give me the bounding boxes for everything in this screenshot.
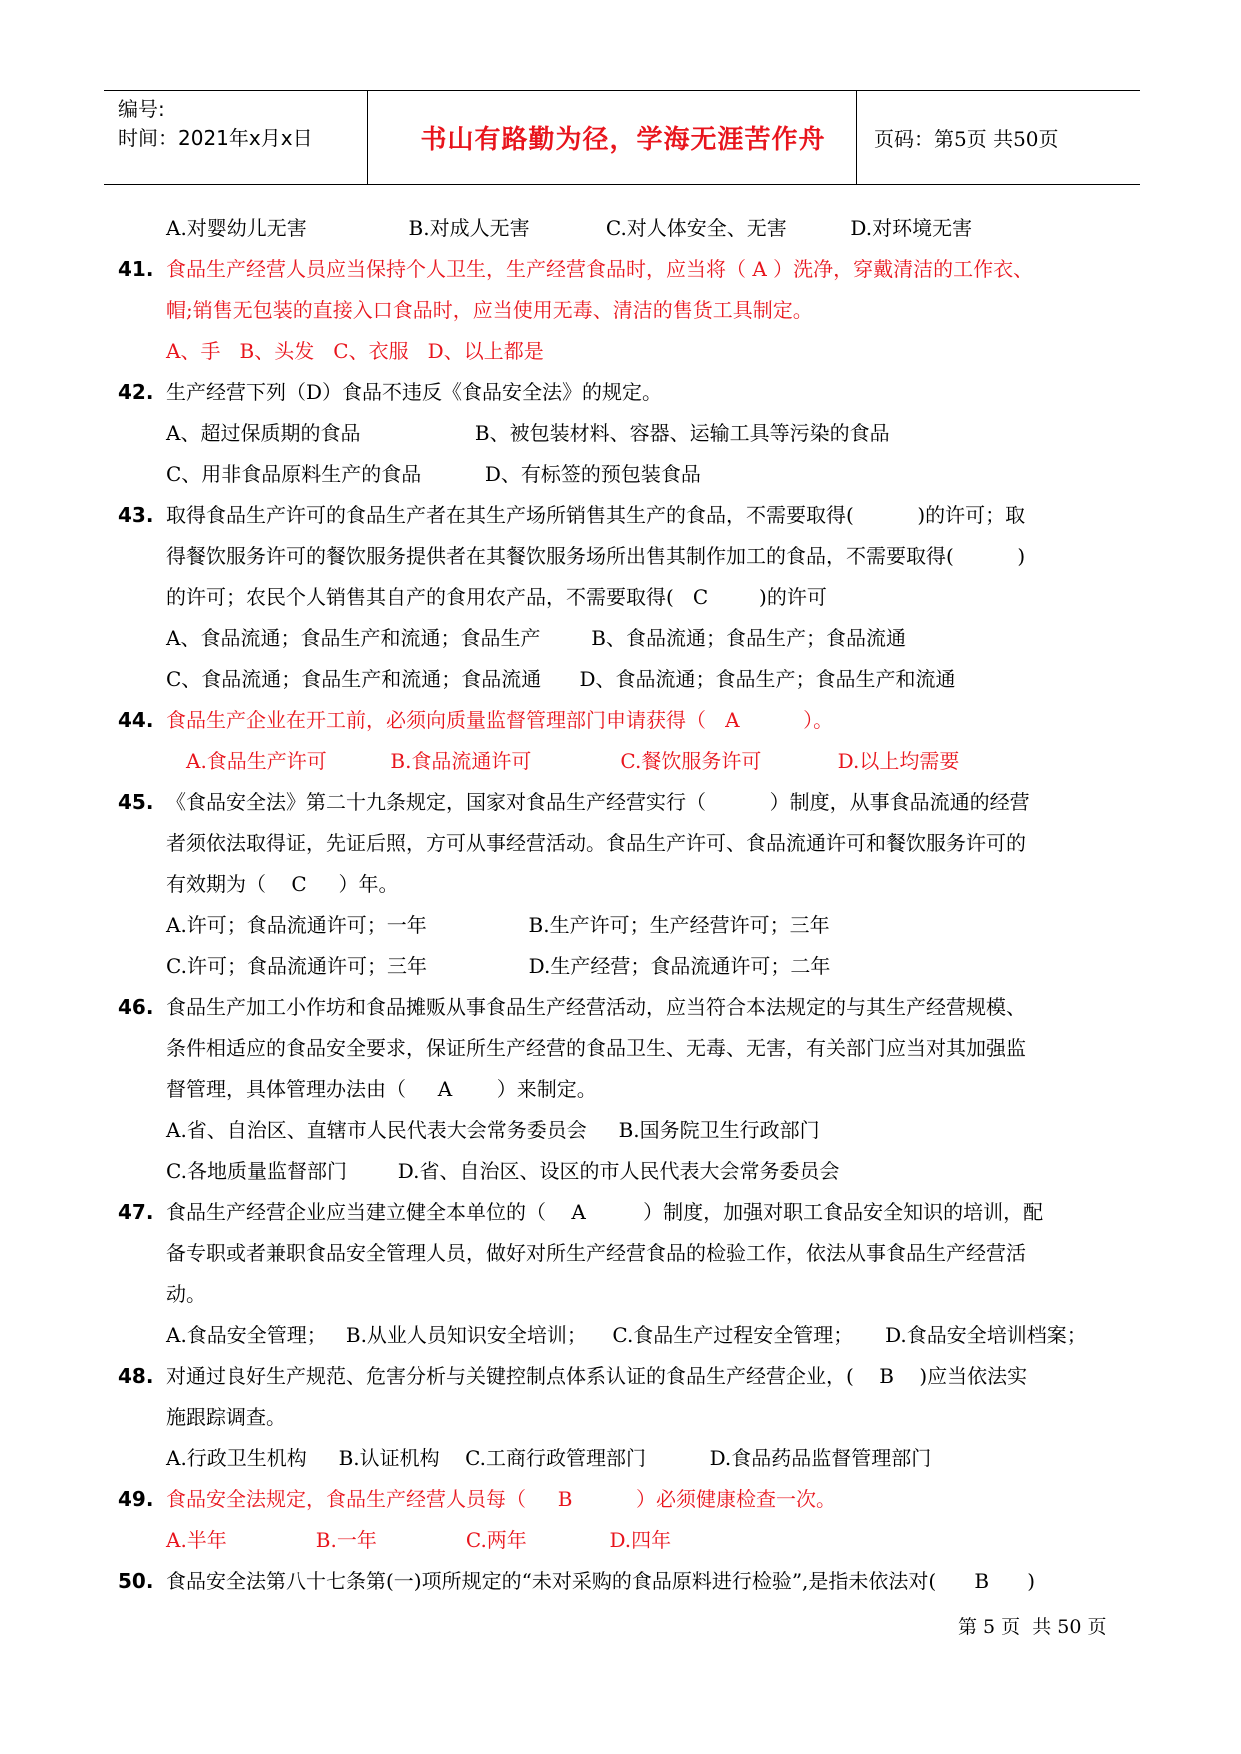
text-line: C.许可；食品流通许可；三年 D.生产经营；食品流通许可；二年 xyxy=(166,954,831,978)
text-line: 动。 xyxy=(166,1282,206,1306)
text-line: A.省、自治区、直辖市人民代表大会常务委员会 B.国务院卫生行政部门 xyxy=(166,1118,820,1142)
text-line: 帽;销售无包装的直接入口食品时，应当使用无毒、清洁的售货工具制定。 xyxy=(166,298,813,322)
text-line: 督管理，具体管理办法由（ A ）来制定。 xyxy=(166,1077,597,1101)
text-line: 得餐饮服务许可的餐饮服务提供者在其餐饮服务场所出售其制作加工的食品，不需要取得( ) xyxy=(166,544,1026,568)
question-number: 46. xyxy=(118,995,154,1019)
text-line: 者须依法取得证，先证后照，方可从事经营活动。食品生产许可、食品流通许可和餐饮服务许可的 xyxy=(166,831,1026,855)
question-number: 41. xyxy=(118,257,154,281)
text-line: 取得食品生产许可的食品生产者在其生产场所销售其生产的食品，不需要取得( )的许可；取 xyxy=(166,503,1026,527)
text-line: 条件相适应的食品安全要求，保证所生产经营的食品卫生、无毒、无害，有关部门应当对其加强监 xyxy=(166,1036,1026,1060)
question-number: 45. xyxy=(118,790,154,814)
code-label: 编号: xyxy=(118,97,165,121)
text-line: 备专职或者兼职食品安全管理人员，做好对所生产经营食品的检验工作，依法从事食品生产经营活 xyxy=(166,1241,1026,1265)
text-line: A.半年 B.一年 C.两年 D.四年 xyxy=(166,1528,672,1552)
text-line: 施跟踪调查。 xyxy=(166,1405,286,1429)
text-line: 的许可；农民个人销售其自产的食用农产品，不需要取得( C )的许可 xyxy=(166,585,827,609)
question-number: 48. xyxy=(118,1364,154,1388)
text-line: A.食品生产许可 B.食品流通许可 C.餐饮服务许可 D.以上均需要 xyxy=(186,749,960,773)
text-line: 《食品安全法》第二十九条规定，国家对食品生产经营实行（ ）制度，从事食品流通的经营 xyxy=(166,790,1030,814)
text-line: 食品安全法第八十七条第(一)项所规定的“未对采购的食品原料进行检验”,是指未依法对( B ) xyxy=(166,1569,1036,1593)
text-line: 食品生产经营人员应当保持个人卫生，生产经营食品时，应当将（ A ）洗净，穿戴清洁的工作衣、 xyxy=(166,257,1034,281)
text-line: 对通过良好生产规范、危害分析与关键控制点体系认证的食品生产经营企业，( B )应当依法实 xyxy=(166,1364,1028,1388)
text-line: A.食品安全管理； B.从业人员知识安全培训； C.食品生产过程安全管理； D.食品安全培训档案； xyxy=(166,1323,1087,1347)
text-line: C.各地质量监督部门 D.省、自治区、设区的市人民代表大会常务委员会 xyxy=(166,1159,840,1183)
text-line: A、超过保质期的食品 B、被包装材料、容器、运输工具等污染的食品 xyxy=(166,421,890,445)
question-number: 50. xyxy=(118,1569,154,1593)
page-footer: 第 5 页 共 50 页 xyxy=(958,1616,1107,1638)
question-number: 49. xyxy=(118,1487,154,1511)
text-line: A.对婴幼儿无害 B.对成人无害 C.对人体安全、无害 D.对环境无害 xyxy=(166,216,973,240)
header-motto: 书山有路勤为径，学海无涯苦作舟 xyxy=(420,125,826,155)
text-line: A.行政卫生机构 B.认证机构 C.工商行政管理部门 D.食品药品监督管理部门 xyxy=(166,1446,932,1470)
text-line: 有效期为（ C ）年。 xyxy=(166,872,399,896)
text-line: 生产经营下列（D）食品不违反《食品安全法》的规定。 xyxy=(166,380,663,404)
text-line: 食品生产经营企业应当建立健全本单位的（ A ）制度，加强对职工食品安全知识的培训，配 xyxy=(166,1200,1044,1224)
text-line: 食品生产加工小作坊和食品摊贩从事食品生产经营活动，应当符合本法规定的与其生产经营规模、 xyxy=(166,995,1026,1019)
text-line: C、用非食品原料生产的食品 D、有标签的预包装食品 xyxy=(166,462,701,486)
text-line: A、食品流通；食品生产和流通；食品生产 B、食品流通；食品生产；食品流通 xyxy=(166,626,906,650)
question-number: 47. xyxy=(118,1200,154,1224)
header-page-info: 页码：第5页 共50页 xyxy=(874,127,1059,151)
page-header xyxy=(104,90,1140,185)
header-meta xyxy=(118,95,313,153)
question-number: 42. xyxy=(118,380,154,404)
question-number: 43. xyxy=(118,503,154,527)
text-line: 食品安全法规定，食品生产经营人员每（ B ）必须健康检查一次。 xyxy=(166,1487,837,1511)
text-line: A.许可；食品流通许可；一年 B.生产许可；生产经营许可；三年 xyxy=(166,913,830,937)
text-line: A、手 B、头发 C、衣服 D、以上都是 xyxy=(166,339,544,363)
text-line: 食品生产企业在开工前，必须向质量监督管理部门申请获得（ A ）。 xyxy=(166,708,834,732)
date-label: 时间：2021年x月x日 xyxy=(118,126,313,150)
question-number: 44. xyxy=(118,708,154,732)
text-line: C、食品流通；食品生产和流通；食品流通 D、食品流通；食品生产；食品生产和流通 xyxy=(166,667,956,691)
header-divider xyxy=(856,91,857,184)
